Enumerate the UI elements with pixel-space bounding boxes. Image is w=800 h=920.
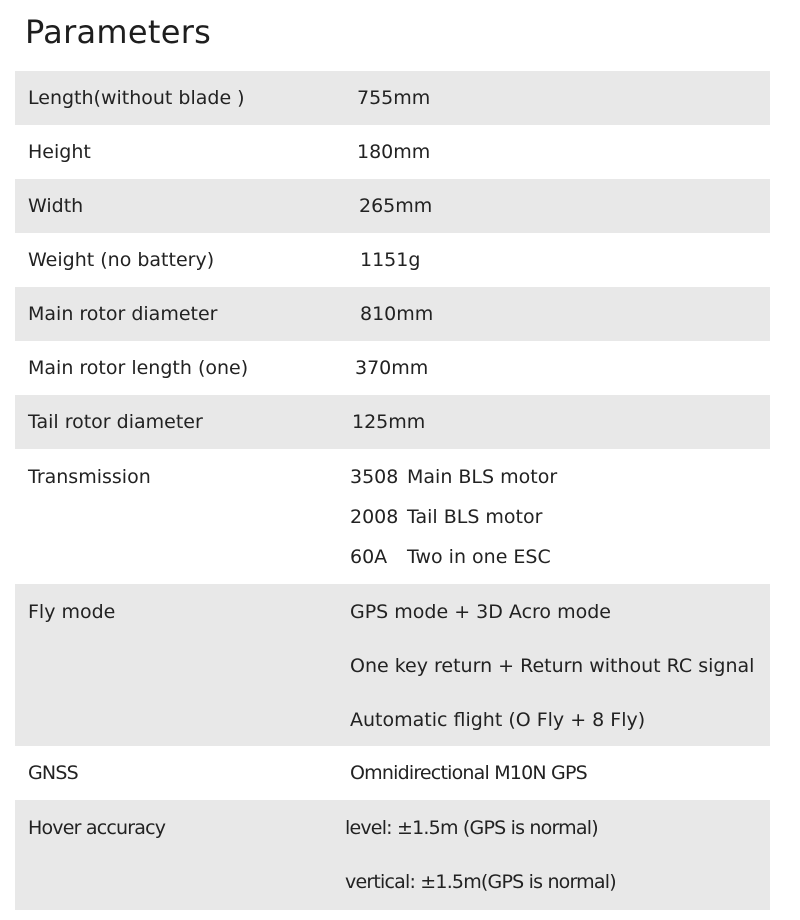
param-value: 125mm [352,411,426,433]
param-value: 755mm [357,87,431,109]
param-value: Omnidirectional M10N GPS [350,762,587,784]
param-value-line: vertical: ±1.5m(GPS is normal) [345,871,616,893]
param-value-line: Automatic flight (O Fly + 8 Fly) [350,709,646,731]
param-label: Length(without blade ) [28,87,245,109]
param-row-transmission [15,449,770,584]
param-label: GNSS [28,762,78,784]
motor-desc: Main BLS motor [407,466,558,488]
param-row-length [15,71,770,125]
param-label: Height [28,141,91,163]
param-value: 265mm [359,195,433,217]
param-label: Main rotor diameter [28,303,218,325]
param-row-hover-accuracy [15,800,770,910]
param-label: Tail rotor diameter [28,411,203,433]
param-row-gnss [15,746,770,800]
param-value-line [350,546,551,568]
motor-code: 2008 [350,506,399,528]
param-value-line [350,506,542,528]
param-label: Fly mode [28,601,116,623]
param-row-main-rotor-length [15,341,770,395]
param-value: 810mm [360,303,434,325]
param-label: Hover accuracy [28,817,166,839]
param-row-width [15,179,770,233]
param-value-line: level: ±1.5m (GPS is normal) [345,817,598,839]
param-value: 370mm [355,357,429,379]
esc-code: 60A [350,546,388,568]
param-value-line [350,466,557,488]
param-row-main-rotor-diameter [15,287,770,341]
param-row-tail-rotor-diameter [15,395,770,449]
parameters-table [15,71,770,910]
page-title: Parameters [25,13,212,51]
param-label: Weight (no battery) [28,249,215,271]
param-value: 1151g [360,249,421,271]
param-value-line: GPS mode + 3D Acro mode [350,601,611,623]
param-label: Transmission [28,466,151,488]
param-label: Main rotor length (one) [28,357,249,379]
param-value: 180mm [357,141,431,163]
param-value-line: One key return + Return without RC signal [350,655,755,677]
motor-code: 3508 [350,466,399,488]
motor-desc: Tail BLS motor [407,506,543,528]
param-row-height [15,125,770,179]
param-label: Width [28,195,84,217]
param-row-weight [15,233,770,287]
esc-desc: Two in one ESC [407,546,551,568]
param-row-fly-mode [15,584,770,746]
